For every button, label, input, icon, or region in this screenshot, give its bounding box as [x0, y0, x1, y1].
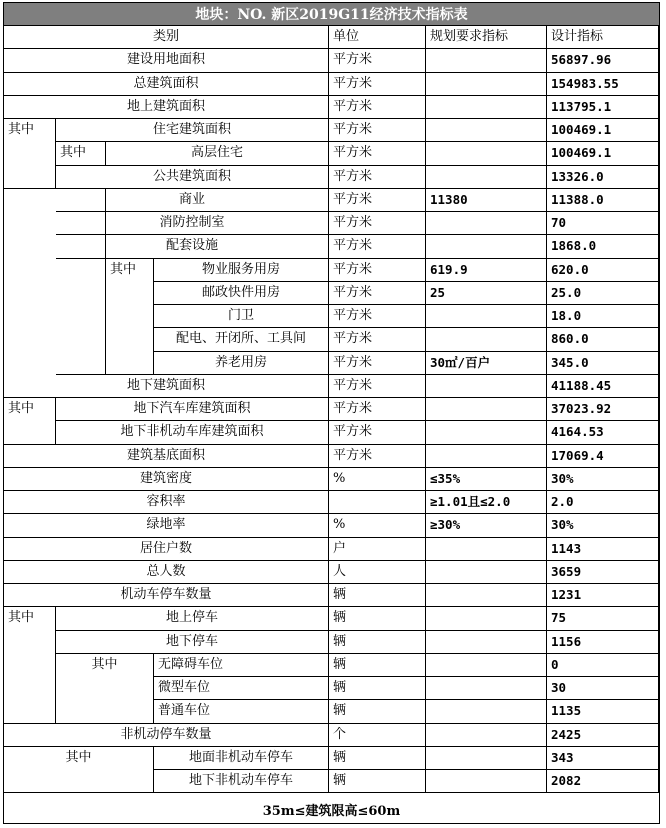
row-plan: [426, 538, 547, 561]
row-value: 100469.1: [547, 142, 659, 166]
row-value: 2082: [547, 770, 659, 793]
row-value: 11388.0: [547, 189, 659, 212]
row-label: 微型车位: [154, 677, 329, 700]
row-label: 绿地率: [4, 514, 329, 538]
row-unit: 平方米: [329, 235, 426, 259]
group-label-qizhong: 其中: [4, 747, 154, 793]
row-unit: 平方米: [329, 212, 426, 235]
row-plan: [426, 212, 547, 235]
row-plan: [426, 445, 547, 468]
row-unit: 平方米: [329, 375, 426, 398]
row-value: 25.0: [547, 282, 659, 305]
row-value: 1156: [547, 631, 659, 654]
row-unit: 户: [329, 538, 426, 561]
row-label: 地下汽车库建筑面积: [56, 398, 329, 421]
row-value: 2425: [547, 724, 659, 747]
header-plan: 规划要求指标: [426, 26, 547, 49]
row-plan: ≤35%: [426, 468, 547, 491]
row-label: 建设用地面积: [4, 49, 329, 73]
row-value: 3659: [547, 561, 659, 584]
row-unit: 辆: [329, 607, 426, 631]
row-unit: 平方米: [329, 166, 426, 189]
row-unit: 辆: [329, 631, 426, 654]
row-unit: 平方米: [329, 305, 426, 328]
row-plan: [426, 700, 547, 724]
row-plan: [426, 677, 547, 700]
row-plan: [426, 584, 547, 607]
group-label-qizhong: 其中: [4, 119, 56, 189]
row-value: 620.0: [547, 259, 659, 282]
row-plan: 30㎡/百户: [426, 352, 547, 375]
row-label: 配套设施: [56, 235, 329, 259]
row-plan: [426, 631, 547, 654]
row-label: 地上停车: [56, 607, 329, 631]
row-unit: %: [329, 514, 426, 538]
row-value: 345.0: [547, 352, 659, 375]
row-plan: [426, 305, 547, 328]
row-plan: [426, 96, 547, 119]
row-value: 100469.1: [547, 119, 659, 142]
row-label: 地下停车: [56, 631, 329, 654]
row-value: 860.0: [547, 328, 659, 352]
header-design: 设计指标: [547, 26, 659, 49]
row-value: 1143: [547, 538, 659, 561]
row-label: 消防控制室: [56, 212, 329, 235]
header-unit: 单位: [329, 26, 426, 49]
row-unit: 平方米: [329, 73, 426, 96]
group-label-qizhong: 其中: [4, 607, 56, 724]
row-value: 113795.1: [547, 96, 659, 119]
row-label: 高层住宅: [106, 142, 329, 166]
group-label-qizhong: 其中: [56, 654, 154, 724]
row-value: 343: [547, 747, 659, 770]
row-value: 13326.0: [547, 166, 659, 189]
row-value: 1231: [547, 584, 659, 607]
row-plan: [426, 49, 547, 73]
row-unit: 辆: [329, 747, 426, 770]
row-unit: 个: [329, 724, 426, 747]
row-unit: 平方米: [329, 259, 426, 282]
row-label: 商业: [56, 189, 329, 212]
row-value: 56897.96: [547, 49, 659, 73]
footer-height-limit: 35m≤建筑限高≤60m: [262, 804, 401, 819]
row-unit: 平方米: [329, 119, 426, 142]
row-value: 70: [547, 212, 659, 235]
row-label: 居住户数: [4, 538, 329, 561]
table-title: 地块：NO. 新区2019G11经济技术指标表: [4, 3, 659, 26]
indicator-table: [3, 2, 660, 824]
header-category: 类别: [4, 26, 329, 49]
row-value: 30%: [547, 468, 659, 491]
row-plan: [426, 375, 547, 398]
row-label: 普通车位: [154, 700, 329, 724]
row-value: 37023.92: [547, 398, 659, 421]
row-unit: 人: [329, 561, 426, 584]
row-plan: [426, 561, 547, 584]
row-plan: ≥30%: [426, 514, 547, 538]
row-value: 4164.53: [547, 421, 659, 445]
row-plan: [426, 747, 547, 770]
row-label: 地上建筑面积: [4, 96, 329, 119]
row-unit: 辆: [329, 677, 426, 700]
row-plan: [426, 73, 547, 96]
row-plan: 619.9: [426, 259, 547, 282]
row-label: 物业服务用房: [154, 259, 329, 282]
group-label-qizhong: 其中: [56, 142, 106, 166]
row-label: 建筑基底面积: [4, 445, 329, 468]
row-plan: [426, 328, 547, 352]
group-label-qizhong: 其中: [106, 259, 154, 375]
row-plan: [426, 770, 547, 793]
row-plan: [426, 724, 547, 747]
row-plan: [426, 166, 547, 189]
row-label: 容积率: [4, 491, 329, 514]
row-label: 配电、开闭所、工具间: [154, 328, 329, 352]
row-plan: [426, 398, 547, 421]
row-label: 建筑密度: [4, 468, 329, 491]
row-value: 18.0: [547, 305, 659, 328]
row-unit: 平方米: [329, 421, 426, 445]
row-label: 邮政快件用房: [154, 282, 329, 305]
row-plan: [426, 607, 547, 631]
row-value: 0: [547, 654, 659, 677]
row-plan: [426, 654, 547, 677]
row-unit: 平方米: [329, 96, 426, 119]
row-label: 无障碍车位: [154, 654, 329, 677]
row-unit: 辆: [329, 700, 426, 724]
row-plan: 11380: [426, 189, 547, 212]
row-value: 75: [547, 607, 659, 631]
row-label: 机动车停车数量: [4, 584, 329, 607]
row-label: 地面非机动车停车: [154, 747, 329, 770]
row-value: 17069.4: [547, 445, 659, 468]
row-label: 养老用房: [154, 352, 329, 375]
row-plan: ≥1.01且≤2.0: [426, 491, 547, 514]
row-label: 总建筑面积: [4, 73, 329, 96]
row-plan: [426, 142, 547, 166]
row-unit: 平方米: [329, 445, 426, 468]
row-label: 门卫: [154, 305, 329, 328]
row-unit: [329, 491, 426, 514]
row-label: 地下建筑面积: [4, 375, 329, 398]
row-unit: 辆: [329, 654, 426, 677]
group-label-qizhong: 其中: [4, 398, 56, 445]
row-plan: [426, 421, 547, 445]
row-value: 1135: [547, 700, 659, 724]
row-label: 公共建筑面积: [56, 166, 329, 189]
row-value: 154983.55: [547, 73, 659, 96]
row-value: 41188.45: [547, 375, 659, 398]
row-unit: 辆: [329, 770, 426, 793]
row-value: 30: [547, 677, 659, 700]
row-unit: 平方米: [329, 328, 426, 352]
row-label: 住宅建筑面积: [56, 119, 329, 142]
row-plan: 25: [426, 282, 547, 305]
row-unit: 平方米: [329, 352, 426, 375]
row-unit: 平方米: [329, 398, 426, 421]
row-unit: 平方米: [329, 189, 426, 212]
row-plan: [426, 235, 547, 259]
row-label: 非机动停车数量: [4, 724, 329, 747]
row-value: 30%: [547, 514, 659, 538]
row-label: 地下非机动车停车: [154, 770, 329, 793]
row-label: 地下非机动车库建筑面积: [56, 421, 329, 445]
row-unit: %: [329, 468, 426, 491]
row-unit: 辆: [329, 584, 426, 607]
row-plan: [426, 119, 547, 142]
row-unit: 平方米: [329, 282, 426, 305]
row-value: 1868.0: [547, 235, 659, 259]
row-unit: 平方米: [329, 49, 426, 73]
row-label: 总人数: [4, 561, 329, 584]
row-unit: 平方米: [329, 142, 426, 166]
row-value: 2.0: [547, 491, 659, 514]
